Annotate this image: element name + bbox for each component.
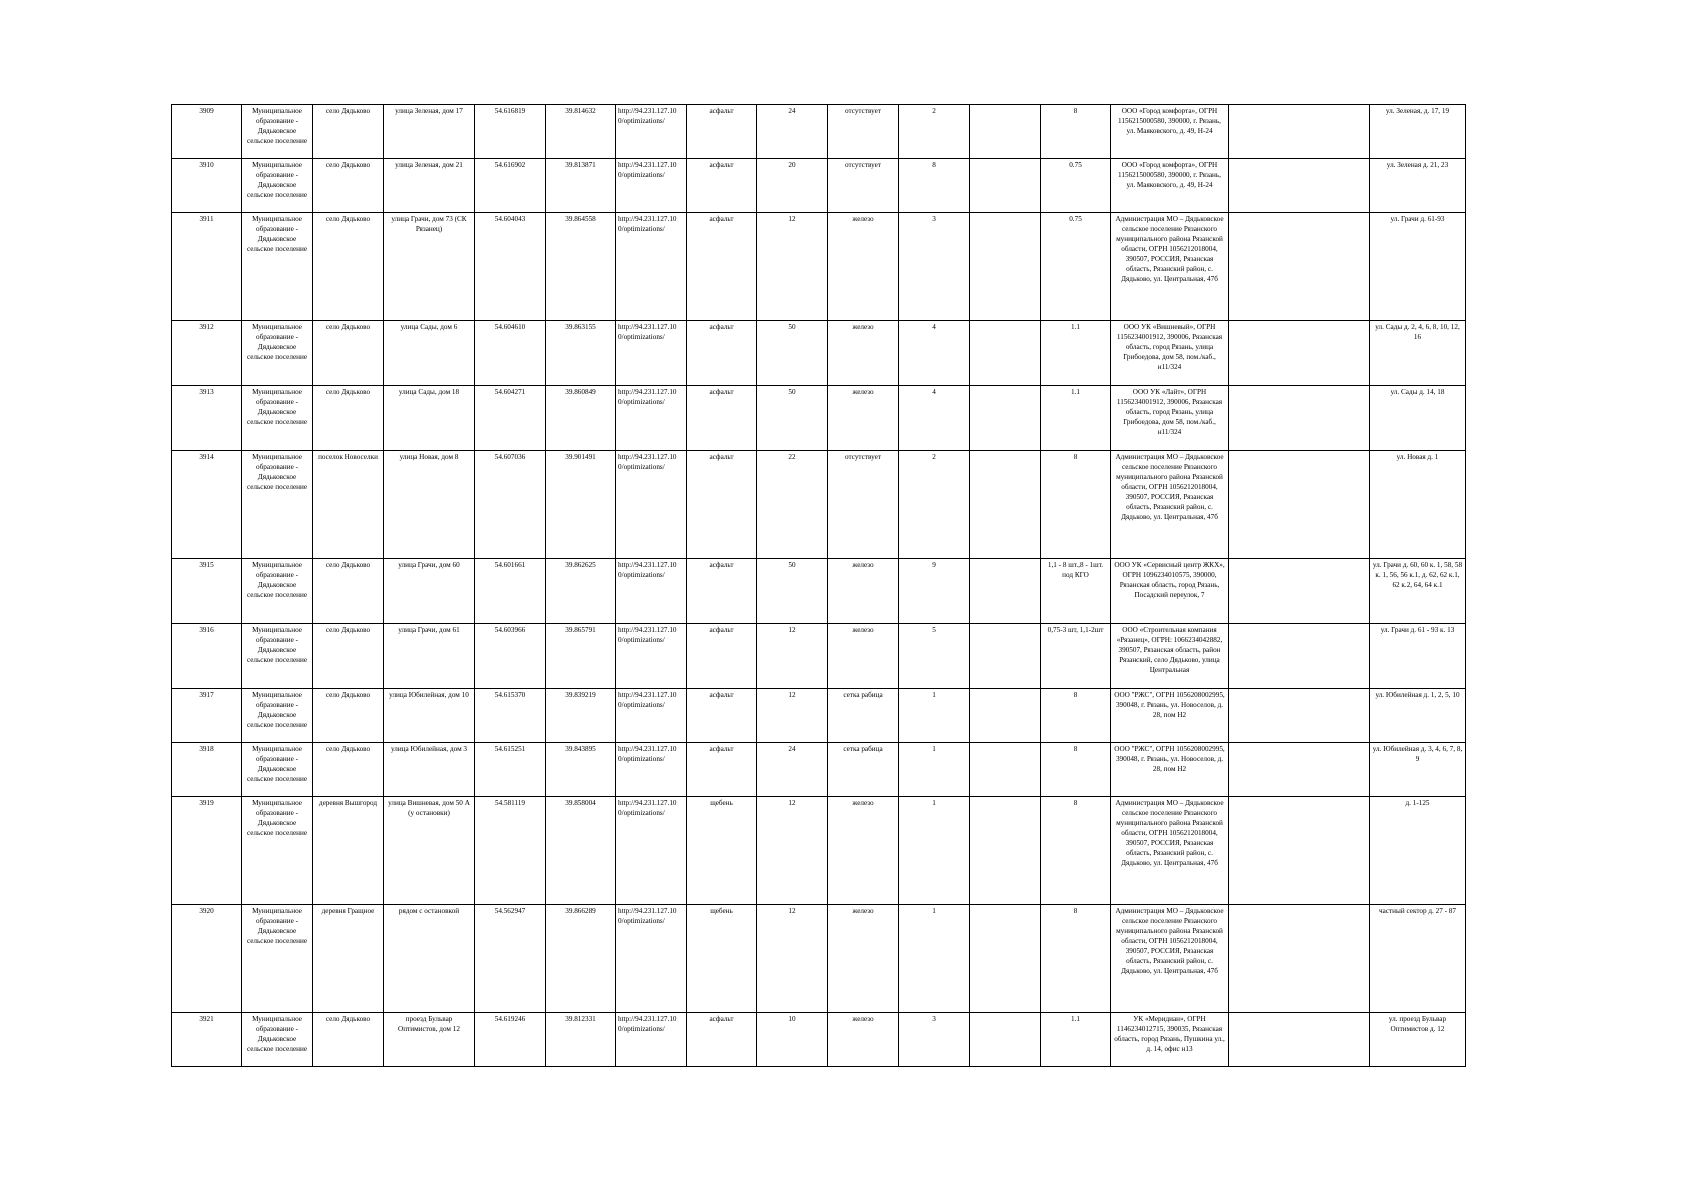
surface-type-cell: асфальт [687,321,757,386]
fence-type-cell: отсутствует [828,451,899,559]
latitude-cell: 54.615251 [475,743,546,797]
map-link-cell: http://94.231.127.10 0/optimizations/ [616,213,687,321]
address-cell: улица Новая, дом 8 [384,451,475,559]
container-count-cell: 1 [899,797,970,905]
empty-cell-cell [1229,159,1370,213]
table-row [172,386,1466,451]
map-link-cell: http://94.231.127.10 0/optimizations/ [616,624,687,689]
municipality-cell: Муниципальное образование - Дядьковское сельское поселение [242,743,313,797]
map-link-cell: http://94.231.127.10 0/optimizations/ [616,743,687,797]
latitude-cell: 54.604043 [475,213,546,321]
settlement-cell: село Дядьково [313,213,384,321]
empty-cell-cell [970,559,1041,624]
empty-cell-cell [1229,451,1370,559]
empty-cell-cell [970,689,1041,743]
area-cell: 50 [757,386,828,451]
surface-type-cell: асфальт [687,213,757,321]
operator-cell: ООО «Город комфорта», ОГРН 1156215000580, 390000, г. Рязань, ул. Маяковского, д. 49, Н-24 [1111,105,1229,159]
settlement-cell: деревня Вышгород [313,797,384,905]
operator-cell: ООО «Город комфорта», ОГРН 1156215000580, 390000, г. Рязань, ул. Маяковского, д. 49, Н-24 [1111,159,1229,213]
fence-type-cell: железо [828,624,899,689]
table-row [172,624,1466,689]
longitude-cell: 39.864558 [546,213,616,321]
area-cell: 24 [757,105,828,159]
longitude-cell: 39.858004 [546,797,616,905]
longitude-cell: 39.814632 [546,105,616,159]
row-id-cell: 3918 [172,743,242,797]
container-volume-cell: 0,75-3 шт, 1,1-2шт [1041,624,1111,689]
area-cell: 10 [757,1013,828,1067]
municipality-cell: Муниципальное образование - Дядьковское сельское поселение [242,386,313,451]
municipality-cell: Муниципальное образование - Дядьковское сельское поселение [242,797,313,905]
settlement-cell: село Дядьково [313,689,384,743]
latitude-cell: 54.603966 [475,624,546,689]
table-row [172,905,1466,1013]
served-addresses-cell: ул. Грачи д. 61-93 [1370,213,1466,321]
table-row [172,213,1466,321]
waste-sites-table [171,104,1466,1067]
served-addresses-cell: ул. Грачи д. 60, 60 к. 1, 58, 58 к. 1, 56, 56 к.1, д. 62, 62 к.1, 62 к.2, 64, 64 к.1 [1370,559,1466,624]
map-link-cell: http://94.231.127.10 0/optimizations/ [616,689,687,743]
surface-type-cell: асфальт [687,624,757,689]
municipality-cell: Муниципальное образование - Дядьковское сельское поселение [242,1013,313,1067]
municipality-cell: Муниципальное образование - Дядьковское сельское поселение [242,213,313,321]
container-volume-cell: 8 [1041,743,1111,797]
settlement-cell: поселок Новоселки [313,451,384,559]
area-cell: 12 [757,213,828,321]
address-cell: улица Грачи, дом 60 [384,559,475,624]
container-count-cell: 2 [899,451,970,559]
container-volume-cell: 1.1 [1041,321,1111,386]
row-id-cell: 3909 [172,105,242,159]
container-volume-cell: 8 [1041,105,1111,159]
surface-type-cell: асфальт [687,1013,757,1067]
table-row [172,159,1466,213]
row-id-cell: 3914 [172,451,242,559]
address-cell: улица Зеленая, дом 21 [384,159,475,213]
settlement-cell: село Дядьково [313,1013,384,1067]
fence-type-cell: железо [828,1013,899,1067]
container-volume-cell: 8 [1041,797,1111,905]
table-row [172,1013,1466,1067]
address-cell: улица Юбилейная, дом 10 [384,689,475,743]
row-id-cell: 3910 [172,159,242,213]
empty-cell-cell [970,624,1041,689]
served-addresses-cell: ул. проезд Бульвар Оптимистов д. 12 [1370,1013,1466,1067]
table-row [172,451,1466,559]
address-cell: проезд Бульвар Оптимистов, дом 12 [384,1013,475,1067]
surface-type-cell: асфальт [687,451,757,559]
area-cell: 12 [757,905,828,1013]
longitude-cell: 39.862625 [546,559,616,624]
container-volume-cell: 0.75 [1041,213,1111,321]
container-count-cell: 3 [899,1013,970,1067]
empty-cell-cell [970,905,1041,1013]
operator-cell: Администрация МО – Дядьковское сельское поселение Рязанского муниципального района Рязанской области, ОГРН 1056212018004, 390507, РОССИЯ, Рязанская область, Рязанский район, с. Дядьково, ул. Центральная, 47б [1111,905,1229,1013]
container-volume-cell: 1,1 - 8 шт.,8 - 1шт. под КГО [1041,559,1111,624]
fence-type-cell: железо [828,213,899,321]
area-cell: 12 [757,624,828,689]
map-link-cell: http://94.231.127.10 0/optimizations/ [616,559,687,624]
container-volume-cell: 8 [1041,451,1111,559]
served-addresses-cell: частный сектор д. 27 - 87 [1370,905,1466,1013]
surface-type-cell: асфальт [687,386,757,451]
container-count-cell: 1 [899,689,970,743]
area-cell: 24 [757,743,828,797]
row-id-cell: 3921 [172,1013,242,1067]
area-cell: 20 [757,159,828,213]
address-cell: рядом с остановкой [384,905,475,1013]
surface-type-cell: асфальт [687,689,757,743]
map-link-cell: http://94.231.127.10 0/optimizations/ [616,159,687,213]
operator-cell: ООО «Строительная компания «Рязанец», ОГРН: 1066234042882, 390507, Рязанская область, район Рязанский, село Дядьково, улица Центральная [1111,624,1229,689]
container-count-cell: 9 [899,559,970,624]
settlement-cell: село Дядьково [313,105,384,159]
empty-cell-cell [970,451,1041,559]
latitude-cell: 54.604610 [475,321,546,386]
served-addresses-cell: ул. Новая д. 1 [1370,451,1466,559]
operator-cell: УК «Меридиан», ОГРН 1146234012715, 390035, Рязанская область, город Рязань, Пушкина ул., д. 14, офис н13 [1111,1013,1229,1067]
fence-type-cell: сетка рабица [828,689,899,743]
latitude-cell: 54.616902 [475,159,546,213]
fence-type-cell: железо [828,797,899,905]
operator-cell: ООО "РЖС", ОГРН 1056208002995, 390048, г. Рязань, ул. Новоселов, д. 28, пом Н2 [1111,743,1229,797]
map-link-cell: http://94.231.127.10 0/optimizations/ [616,105,687,159]
address-cell: улица Грачи, дом 61 [384,624,475,689]
table-row [172,321,1466,386]
settlement-cell: село Дядьково [313,321,384,386]
latitude-cell: 54.607036 [475,451,546,559]
latitude-cell: 54.581119 [475,797,546,905]
municipality-cell: Муниципальное образование - Дядьковское сельское поселение [242,105,313,159]
address-cell: улица Зеленая, дом 17 [384,105,475,159]
row-id-cell: 3913 [172,386,242,451]
empty-cell-cell [970,321,1041,386]
row-id-cell: 3911 [172,213,242,321]
longitude-cell: 39.865791 [546,624,616,689]
empty-cell-cell [970,105,1041,159]
container-count-cell: 2 [899,105,970,159]
surface-type-cell: асфальт [687,559,757,624]
container-volume-cell: 8 [1041,689,1111,743]
area-cell: 12 [757,797,828,905]
longitude-cell: 39.901491 [546,451,616,559]
longitude-cell: 39.860849 [546,386,616,451]
latitude-cell: 54.619246 [475,1013,546,1067]
latitude-cell: 54.562947 [475,905,546,1013]
surface-type-cell: асфальт [687,105,757,159]
empty-cell-cell [1229,797,1370,905]
fence-type-cell: железо [828,559,899,624]
served-addresses-cell: ул. Сады д. 14, 18 [1370,386,1466,451]
municipality-cell: Муниципальное образование - Дядьковское сельское поселение [242,624,313,689]
area-cell: 50 [757,559,828,624]
map-link-cell: http://94.231.127.10 0/optimizations/ [616,905,687,1013]
area-cell: 50 [757,321,828,386]
latitude-cell: 54.601661 [475,559,546,624]
settlement-cell: село Дядьково [313,386,384,451]
surface-type-cell: щебень [687,905,757,1013]
fence-type-cell: железо [828,905,899,1013]
container-count-cell: 8 [899,159,970,213]
row-id-cell: 3917 [172,689,242,743]
address-cell: улица Сады, дом 6 [384,321,475,386]
operator-cell: Администрация МО – Дядьковское сельское поселение Рязанского муниципального района Рязанской области, ОГРН 1056212018004, 390507, РОССИЯ, Рязанская область, Рязанский район, с. Дядьково, ул. Центральная, 47б [1111,213,1229,321]
fence-type-cell: отсутствует [828,105,899,159]
operator-cell: ООО УК «Сервисный центр ЖКХ», ОГРН 1096234010575, 390000, Рязанская область, город Рязань, Посадский переулок, 7 [1111,559,1229,624]
container-count-cell: 5 [899,624,970,689]
fence-type-cell: железо [828,321,899,386]
served-addresses-cell: ул. Грачи д. 61 - 93 к. 13 [1370,624,1466,689]
container-volume-cell: 1.1 [1041,1013,1111,1067]
empty-cell-cell [1229,624,1370,689]
municipality-cell: Муниципальное образование - Дядьковское сельское поселение [242,559,313,624]
empty-cell-cell [1229,905,1370,1013]
address-cell: улица Грачи, дом 73 (СК Рязанец) [384,213,475,321]
empty-cell-cell [970,797,1041,905]
table-row [172,559,1466,624]
table-row [172,743,1466,797]
fence-type-cell: сетка рабица [828,743,899,797]
row-id-cell: 3919 [172,797,242,905]
fence-type-cell: железо [828,386,899,451]
map-link-cell: http://94.231.127.10 0/optimizations/ [616,1013,687,1067]
longitude-cell: 39.813871 [546,159,616,213]
longitude-cell: 39.839219 [546,689,616,743]
empty-cell-cell [1229,213,1370,321]
empty-cell-cell [970,743,1041,797]
table-body [172,105,1466,1067]
map-link-cell: http://94.231.127.10 0/optimizations/ [616,797,687,905]
container-count-cell: 4 [899,321,970,386]
empty-cell-cell [1229,105,1370,159]
longitude-cell: 39.812331 [546,1013,616,1067]
empty-cell-cell [970,159,1041,213]
container-volume-cell: 8 [1041,905,1111,1013]
empty-cell-cell [1229,559,1370,624]
municipality-cell: Муниципальное образование - Дядьковское сельское поселение [242,689,313,743]
row-id-cell: 3912 [172,321,242,386]
empty-cell-cell [970,386,1041,451]
container-count-cell: 1 [899,905,970,1013]
table-row [172,105,1466,159]
municipality-cell: Муниципальное образование - Дядьковское сельское поселение [242,905,313,1013]
served-addresses-cell: ул. Юбилейная д. 3, 4, 6, 7, 8, 9 [1370,743,1466,797]
settlement-cell: село Дядьково [313,743,384,797]
area-cell: 12 [757,689,828,743]
row-id-cell: 3915 [172,559,242,624]
surface-type-cell: асфальт [687,743,757,797]
served-addresses-cell: ул. Зеленая, д. 17, 19 [1370,105,1466,159]
settlement-cell: село Дядьково [313,159,384,213]
container-count-cell: 1 [899,743,970,797]
empty-cell-cell [1229,689,1370,743]
empty-cell-cell [1229,321,1370,386]
register-sheet [171,104,1466,1067]
container-count-cell: 4 [899,386,970,451]
settlement-cell: село Дядьково [313,559,384,624]
empty-cell-cell [1229,743,1370,797]
municipality-cell: Муниципальное образование - Дядьковское сельское поселение [242,321,313,386]
address-cell: улица Сады, дом 18 [384,386,475,451]
empty-cell-cell [1229,1013,1370,1067]
served-addresses-cell: ул. Юбилейная д. 1, 2, 5, 10 [1370,689,1466,743]
map-link-cell: http://94.231.127.10 0/optimizations/ [616,451,687,559]
latitude-cell: 54.615370 [475,689,546,743]
table-row [172,797,1466,905]
container-volume-cell: 1.1 [1041,386,1111,451]
empty-cell-cell [970,1013,1041,1067]
operator-cell: Администрация МО – Дядьковское сельское поселение Рязанского муниципального района Рязанской области, ОГРН 1056212018004, 390507, РОССИЯ, Рязанская область, Рязанский район, с. Дядьково, ул. Центральная, 47б [1111,451,1229,559]
fence-type-cell: отсутствует [828,159,899,213]
operator-cell: ООО УК «Лайт», ОГРН 1156234001912, 390006, Рязанская область, город Рязань, улица Грибоедова, дом 58, пом./каб., н11/324 [1111,386,1229,451]
municipality-cell: Муниципальное образование - Дядьковское сельское поселение [242,159,313,213]
municipality-cell: Муниципальное образование - Дядьковское сельское поселение [242,451,313,559]
area-cell: 22 [757,451,828,559]
table-row [172,689,1466,743]
address-cell: улица Юбилейная, дом 3 [384,743,475,797]
row-id-cell: 3920 [172,905,242,1013]
latitude-cell: 54.604271 [475,386,546,451]
map-link-cell: http://94.231.127.10 0/optimizations/ [616,321,687,386]
surface-type-cell: щебень [687,797,757,905]
operator-cell: ООО "РЖС", ОГРН 1056208002995, 390048, г. Рязань, ул. Новоселов, д. 28, пом Н2 [1111,689,1229,743]
settlement-cell: село Дядьково [313,624,384,689]
empty-cell-cell [970,213,1041,321]
operator-cell: Администрация МО – Дядьковское сельское поселение Рязанского муниципального района Рязанской области, ОГРН 1056212018004, 390507, РОССИЯ, Рязанская область, Рязанский район, с. Дядьково, ул. Центральная, 47б [1111,797,1229,905]
served-addresses-cell: ул. Сады д. 2, 4, 6, 8, 10, 12, 16 [1370,321,1466,386]
container-count-cell: 3 [899,213,970,321]
settlement-cell: деревня Гращное [313,905,384,1013]
address-cell: улица Вишневая, дом 50 А (у остановки) [384,797,475,905]
longitude-cell: 39.843895 [546,743,616,797]
surface-type-cell: асфальт [687,159,757,213]
map-link-cell: http://94.231.127.10 0/optimizations/ [616,386,687,451]
empty-cell-cell [1229,386,1370,451]
latitude-cell: 54.616819 [475,105,546,159]
longitude-cell: 39.863155 [546,321,616,386]
operator-cell: ООО УК «Вишневый», ОГРН 1156234001912, 390006, Рязанская область, город Рязань, улица Грибоедова, дом 58, пом./каб., н11/324 [1111,321,1229,386]
longitude-cell: 39.866289 [546,905,616,1013]
served-addresses-cell: д. 1-125 [1370,797,1466,905]
served-addresses-cell: ул. Зеленая д. 21, 23 [1370,159,1466,213]
row-id-cell: 3916 [172,624,242,689]
container-volume-cell: 0.75 [1041,159,1111,213]
